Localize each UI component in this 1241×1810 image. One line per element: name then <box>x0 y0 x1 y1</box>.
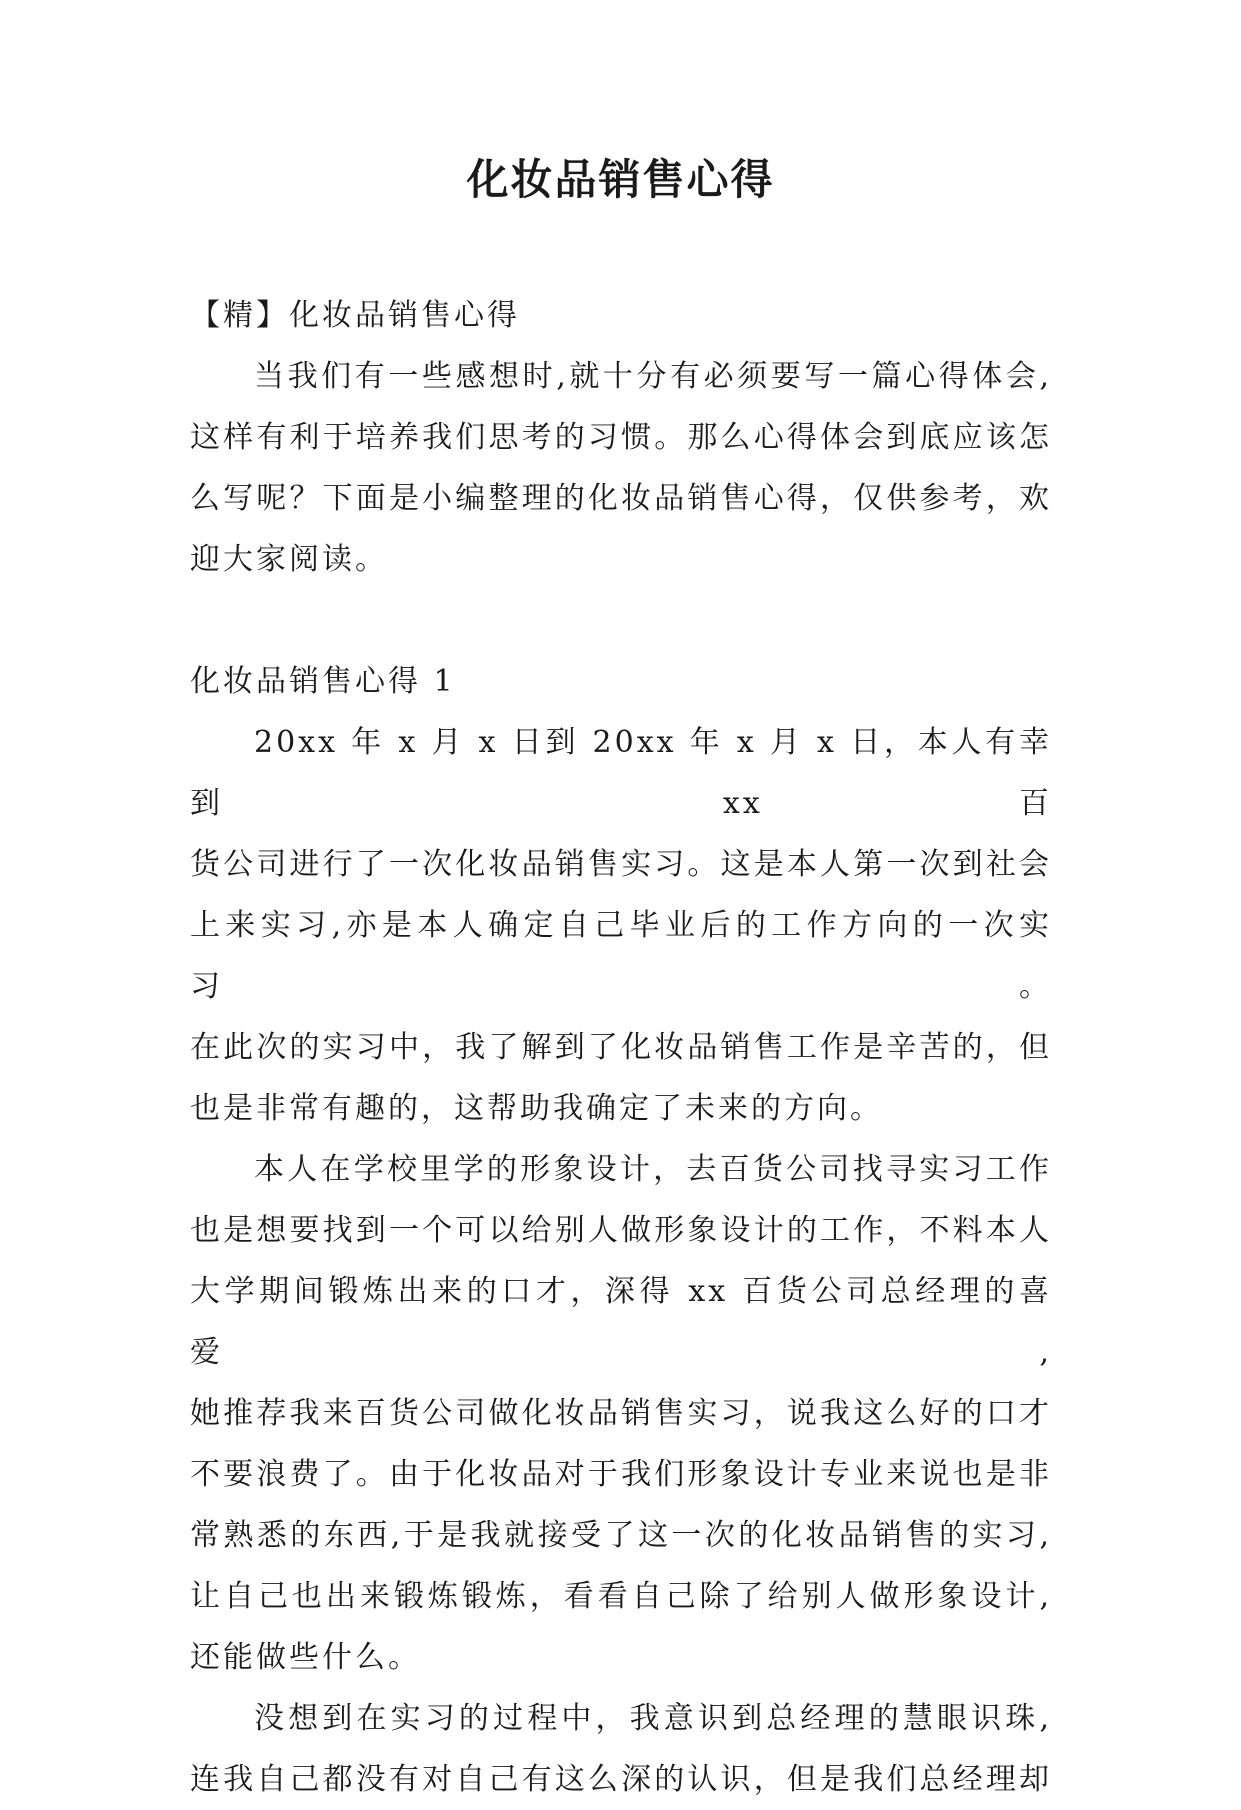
text-line: 迎大家阅读。 <box>190 542 388 577</box>
text-line: 当我们有一些感想时,就十分有必须要写一篇心得体会, <box>254 359 1052 394</box>
document-body <box>190 285 1052 1810</box>
text-line: 上来实习,亦是本人确定自己毕业后的工作方向的一次实习。 <box>190 908 1052 1004</box>
text-line: 么写呢？下面是小编整理的化妆品销售心得，仅供参考，欢 <box>190 481 1052 516</box>
text-line: 本人在学校里学的形象设计，去百货公司找寻实习工作 <box>254 1152 1052 1187</box>
text-line: 她推荐我来百货公司做化妆品销售实习，说我这么好的口才 <box>190 1396 1052 1431</box>
text-line: 让自己也出来锻炼锻炼，看看自己除了给别人做形象设计, <box>190 1579 1052 1614</box>
text-line: 20xx 年 x 月 x 日到 20xx 年 x 月 x 日，本人有幸到 xx 百 <box>190 725 1052 821</box>
text-line: 也是非常有趣的，这帮助我确定了未来的方向。 <box>190 1091 883 1126</box>
text-line: 货公司进行了一次化妆品销售实习。这是本人第一次到社会 <box>190 847 1052 882</box>
blank-line <box>190 590 1052 651</box>
text-line: 没想到在实习的过程中，我意识到总经理的慧眼识珠, <box>254 1701 1052 1736</box>
paragraph-2 <box>190 1139 1052 1688</box>
intro-paragraph <box>190 346 1052 590</box>
text-line: 不要浪费了。由于化妆品对于我们形象设计专业来说也是非 <box>190 1457 1052 1492</box>
text-line: 这样有利于培养我们思考的习惯。那么心得体会到底应该怎 <box>190 420 1052 455</box>
section-title: 化妆品销售心得 1 <box>190 664 456 699</box>
document-title: 化妆品销售心得 <box>466 155 775 204</box>
text-line: 也是想要找到一个可以给别人做形象设计的工作，不料本人 <box>190 1213 1052 1248</box>
paragraph-3 <box>190 1688 1052 1810</box>
text-line: 还能做些什么。 <box>190 1640 421 1675</box>
paragraph-1 <box>190 712 1052 1139</box>
text-line: 大学期间锻炼出来的口才，深得 xx 百货公司总经理的喜爱, <box>190 1274 1052 1370</box>
text-line: 常熟悉的东西,于是我就接受了这一次的化妆品销售的实习, <box>190 1518 1052 1553</box>
text-line: 在此次的实习中，我了解到了化妆品销售工作是辛苦的，但 <box>190 1030 1052 1065</box>
document-heading: 【精】化妆品销售心得 <box>190 298 520 333</box>
text-line: 连我自己都没有对自己有这么深的认识，但是我们总经理却 <box>190 1762 1052 1797</box>
